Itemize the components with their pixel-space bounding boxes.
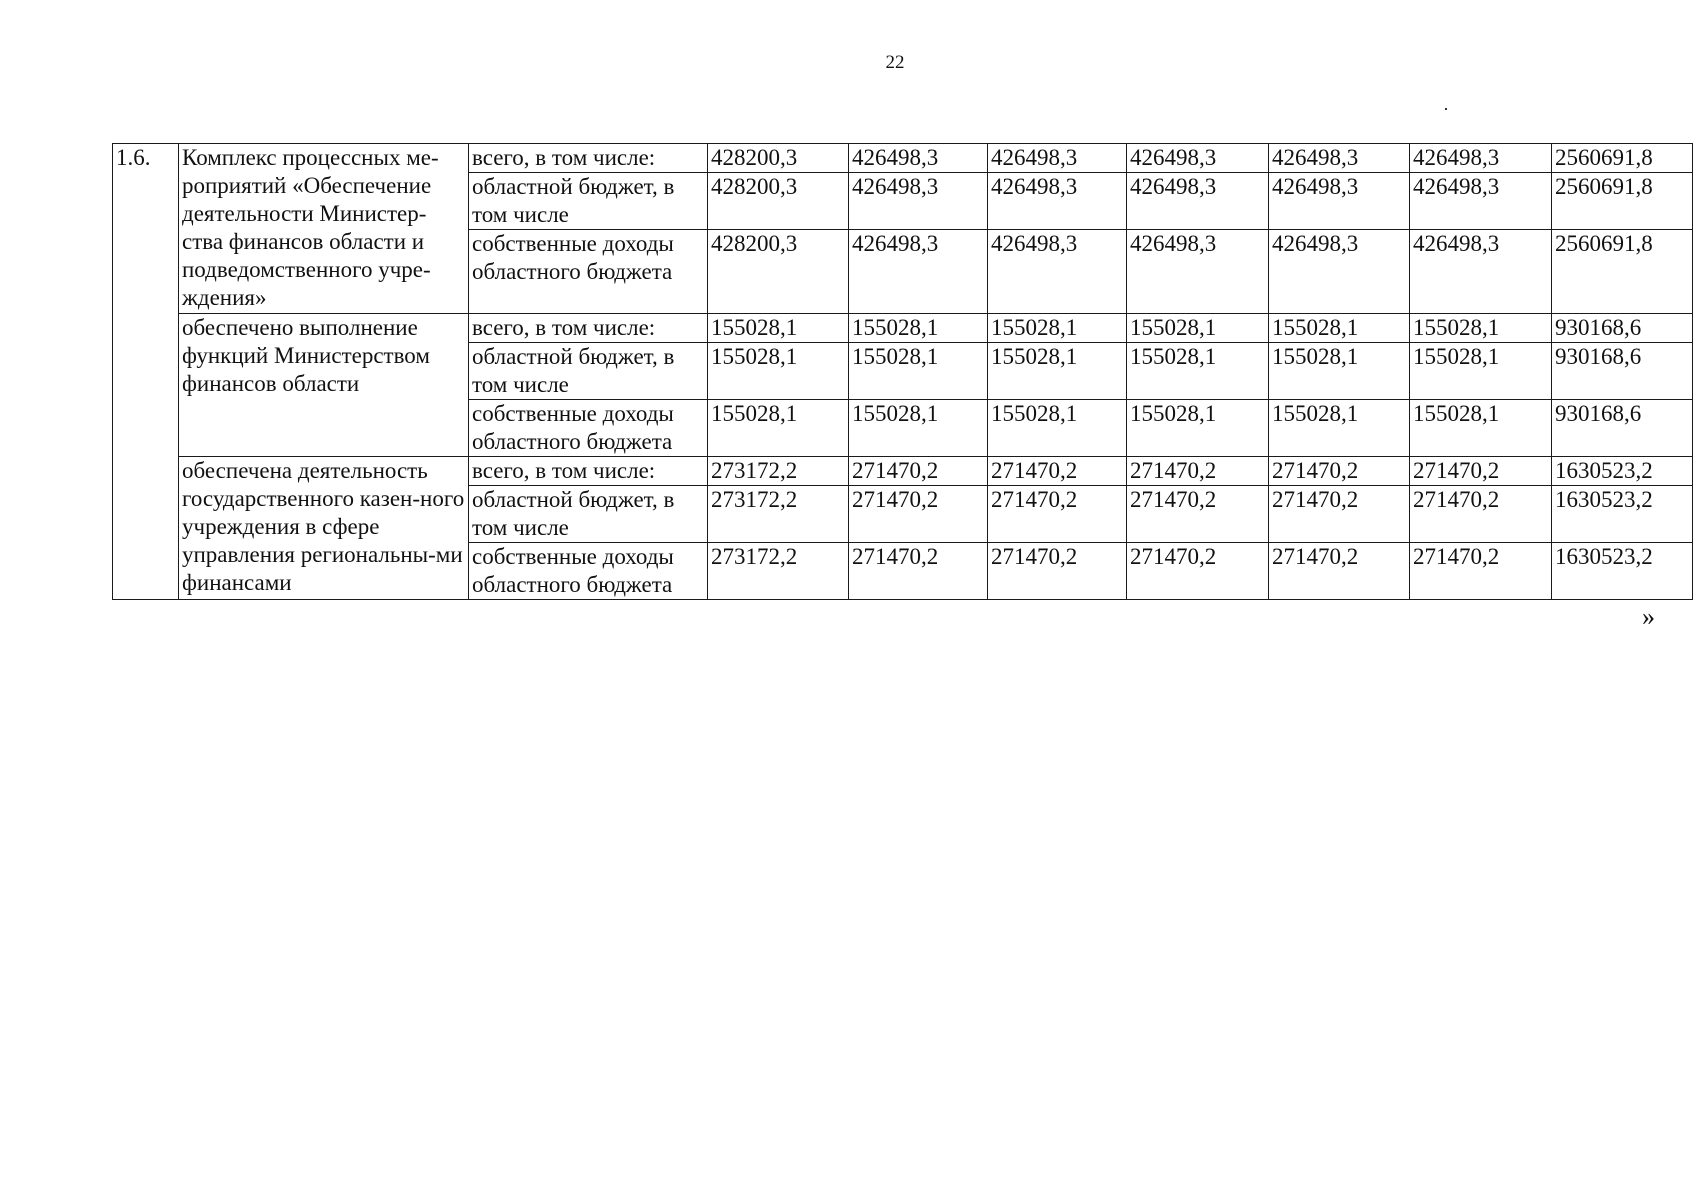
year-value-cell: 155028,1 xyxy=(1269,343,1410,400)
year-value-cell: 426498,3 xyxy=(1127,230,1269,314)
year-value-cell: 155028,1 xyxy=(708,314,849,343)
year-value-cell: 271470,2 xyxy=(1410,457,1552,486)
year-value-cell: 155028,1 xyxy=(1269,400,1410,457)
funding-source-cell: собственные доходы областного бюджета xyxy=(469,400,708,457)
budget-table xyxy=(112,143,1693,600)
total-value-cell: 930168,6 xyxy=(1552,314,1693,343)
year-value-cell: 155028,1 xyxy=(1410,343,1552,400)
table-row xyxy=(113,314,1693,343)
year-value-cell: 271470,2 xyxy=(1410,543,1552,600)
year-value-cell: 426498,3 xyxy=(849,230,988,314)
activity-name-cell: обеспечено выполнение функций Министерством финансов области xyxy=(179,314,469,457)
year-value-cell: 155028,1 xyxy=(1127,400,1269,457)
year-value-cell: 426498,3 xyxy=(1127,144,1269,173)
year-value-cell: 273172,2 xyxy=(708,543,849,600)
total-value-cell: 1630523,2 xyxy=(1552,457,1693,486)
year-value-cell: 271470,2 xyxy=(849,543,988,600)
year-value-cell: 271470,2 xyxy=(988,457,1127,486)
year-value-cell: 271470,2 xyxy=(1127,486,1269,543)
year-value-cell: 271470,2 xyxy=(1269,486,1410,543)
year-value-cell: 426498,3 xyxy=(988,173,1127,230)
year-value-cell: 155028,1 xyxy=(1269,314,1410,343)
year-value-cell: 426498,3 xyxy=(849,173,988,230)
year-value-cell: 273172,2 xyxy=(708,457,849,486)
year-value-cell: 426498,3 xyxy=(988,144,1127,173)
funding-source-cell: всего, в том числе: xyxy=(469,314,708,343)
year-value-cell: 273172,2 xyxy=(708,486,849,543)
scan-speck xyxy=(1445,108,1447,110)
year-value-cell: 426498,3 xyxy=(1410,144,1552,173)
funding-source-cell: областной бюджет, в том числе xyxy=(469,486,708,543)
total-value-cell: 1630523,2 xyxy=(1552,486,1693,543)
funding-source-cell: собственные доходы областного бюджета xyxy=(469,230,708,314)
year-value-cell: 426498,3 xyxy=(1127,173,1269,230)
year-value-cell: 271470,2 xyxy=(1269,457,1410,486)
table-body xyxy=(113,144,1693,600)
year-value-cell: 271470,2 xyxy=(849,486,988,543)
item-number-cell: 1.6. xyxy=(113,144,179,600)
total-value-cell: 1630523,2 xyxy=(1552,543,1693,600)
year-value-cell: 426498,3 xyxy=(849,144,988,173)
total-value-cell: 2560691,8 xyxy=(1552,230,1693,314)
funding-source-cell: собственные доходы областного бюджета xyxy=(469,543,708,600)
year-value-cell: 426498,3 xyxy=(1410,173,1552,230)
year-value-cell: 271470,2 xyxy=(849,457,988,486)
year-value-cell: 155028,1 xyxy=(849,343,988,400)
page-number: 22 xyxy=(885,52,905,73)
year-value-cell: 155028,1 xyxy=(988,400,1127,457)
funding-source-cell: всего, в том числе: xyxy=(469,457,708,486)
year-value-cell: 155028,1 xyxy=(1410,400,1552,457)
funding-source-cell: областной бюджет, в том числе xyxy=(469,173,708,230)
activity-name-cell: обеспечена деятельность государственного казен-ного учреждения в сфере управления региональны-ми финансами xyxy=(179,457,469,600)
year-value-cell: 155028,1 xyxy=(988,343,1127,400)
year-value-cell: 426498,3 xyxy=(1410,230,1552,314)
year-value-cell: 426498,3 xyxy=(988,230,1127,314)
total-value-cell: 2560691,8 xyxy=(1552,173,1693,230)
year-value-cell: 426498,3 xyxy=(1269,144,1410,173)
total-value-cell: 930168,6 xyxy=(1552,343,1693,400)
year-value-cell: 155028,1 xyxy=(708,400,849,457)
year-value-cell: 155028,1 xyxy=(1127,314,1269,343)
year-value-cell: 155028,1 xyxy=(988,314,1127,343)
year-value-cell: 271470,2 xyxy=(1269,543,1410,600)
year-value-cell: 428200,3 xyxy=(708,144,849,173)
year-value-cell: 271470,2 xyxy=(988,486,1127,543)
year-value-cell: 428200,3 xyxy=(708,230,849,314)
table-row xyxy=(113,144,1693,173)
year-value-cell: 428200,3 xyxy=(708,173,849,230)
total-value-cell: 930168,6 xyxy=(1552,400,1693,457)
year-value-cell: 426498,3 xyxy=(1269,230,1410,314)
funding-source-cell: всего, в том числе: xyxy=(469,144,708,173)
funding-source-cell: областной бюджет, в том числе xyxy=(469,343,708,400)
year-value-cell: 271470,2 xyxy=(1127,457,1269,486)
total-value-cell: 2560691,8 xyxy=(1552,144,1693,173)
closing-quote-mark: » xyxy=(1642,602,1655,631)
year-value-cell: 155028,1 xyxy=(849,314,988,343)
year-value-cell: 426498,3 xyxy=(1269,173,1410,230)
year-value-cell: 155028,1 xyxy=(1127,343,1269,400)
year-value-cell: 155028,1 xyxy=(849,400,988,457)
year-value-cell: 155028,1 xyxy=(1410,314,1552,343)
year-value-cell: 155028,1 xyxy=(708,343,849,400)
year-value-cell: 271470,2 xyxy=(1410,486,1552,543)
year-value-cell: 271470,2 xyxy=(988,543,1127,600)
table-row xyxy=(113,457,1693,486)
activity-name-cell: Комплекс процессных ме-роприятий «Обеспечение деятельности Министер-ства финансов области и подведомственного учре-ждения» xyxy=(179,144,469,314)
year-value-cell: 271470,2 xyxy=(1127,543,1269,600)
